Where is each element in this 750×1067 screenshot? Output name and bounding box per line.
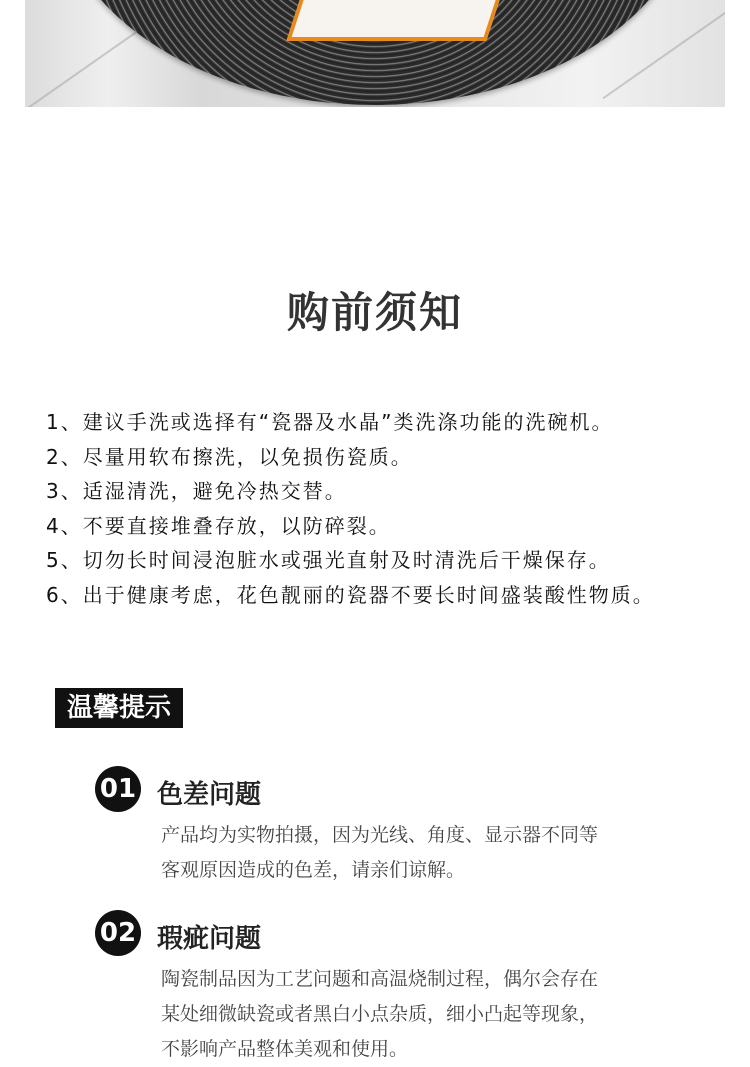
tip-body — [161, 962, 681, 1067]
tip-heading: 瑕疵问题 — [157, 924, 262, 954]
list-item: 2、尽量用软布擦洗，以免损伤瓷质。 — [46, 444, 413, 469]
tips-badge: 温馨提示 — [55, 688, 183, 728]
tip-body-line: 不影响产品整体美观和使用。 — [161, 1038, 409, 1060]
product-photo — [25, 0, 725, 107]
tip-heading: 色差问题 — [157, 780, 262, 810]
page-title: 购前须知 — [286, 288, 463, 337]
list-item: 6、出于健康考虑，花色靓丽的瓷器不要长时间盛装酸性物质。 — [46, 582, 655, 607]
orange-tray-image — [286, 0, 499, 41]
tip-body-line: 产品均为实物拍摄，因为光线、角度、显示器不同等 — [161, 824, 599, 846]
list-item: 1、建议手洗或选择有“瓷器及水晶”类洗涤功能的洗碗机。 — [46, 410, 614, 434]
purchase-notes-list — [46, 405, 736, 612]
tip-body-line: 客观原因造成的色差，请亲们谅解。 — [161, 859, 466, 881]
number-badge: 02 — [95, 910, 141, 956]
list-item: 4、不要直接堆叠存放，以防碎裂。 — [46, 513, 391, 538]
tip-body — [161, 818, 681, 888]
number-badge: 01 — [95, 766, 141, 812]
tip-body-line: 某处细微缺瓷或者黑白小点杂质，细小凸起等现象， — [161, 1003, 599, 1025]
list-item: 5、切勿长时间浸泡脏水或强光直射及时清洗后干燥保存。 — [46, 548, 611, 572]
tip-body-line: 陶瓷制品因为工艺问题和高温烧制过程，偶尔会存在 — [161, 968, 599, 990]
list-item: 3、适湿清洗，避免冷热交替。 — [46, 479, 347, 503]
